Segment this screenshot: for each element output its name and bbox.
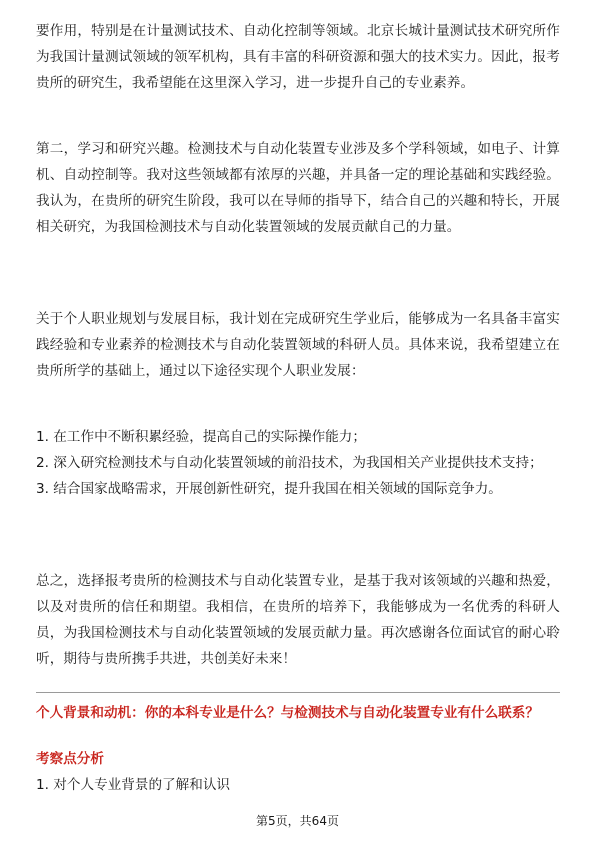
list-item: 3. 结合国家战略需求，开展创新性研究，提升我国在相关领域的国际竞争力。 [36,481,502,497]
paragraph-intro-continued: 要作用，特别是在计量测试技术、自动化控制等领域。北京长城计量测试技术研究所作为我国计量测试领域的领军机构，具有丰富的科研资源和强大的技术实力。因此，报考贵所的研究生，我希望能在这里深入学习，进一步提升自己的专业素养。 [36,23,560,91]
paragraph-career-plan: 关于个人职业规划与发展目标，我计划在完成研究生学业后，能够成为一名具备丰富实践经验和专业素养的检测技术与自动化装置领域的科研人员。具体来说，我希望建立在贵所所学的基础上，通过以下途径实现个人职业发展： [36,311,560,379]
list-item: 2. 深入研究检测技术与自动化装置领域的前沿技术，为我国相关产业提供技术支持； [36,455,543,471]
paragraph-second-reason: 第二，学习和研究兴趣。检测技术与自动化装置专业涉及多个学科领域，如电子、计算机、自动控制等。我对这些领域都有浓厚的兴趣，并具备一定的理论基础和实践经验。我认为，在贵所的研究生阶段，我可以在导师的指导下，结合自己的兴趣和特长，开展相关研究，为我国检测技术与自动化装置领域的发展贡献自己的力量。 [36,141,560,235]
analysis-point: 1. 对个人专业背景的了解和认识 [36,777,231,793]
paragraph-conclusion: 总之，选择报考贵所的检测技术与自动化装置专业，是基于我对该领域的兴趣和热爱，以及对贵所的信任和期望。我相信，在贵所的培养下，我能够成为一名优秀的科研人员，为我国检测技术与自动化装置领域的发展贡献力量。再次感谢各位面试官的耐心聆听，期待与贵所携手共进，共创美好未来！ [36,573,560,667]
analysis-title: 考察点分析 [36,751,104,767]
question-heading: 个人背景和动机：你的本科专业是什么？与检测技术与自动化装置专业有什么联系？ [36,705,539,721]
page-footer: 第5页，共64页 [256,814,339,828]
career-path-list [36,424,560,502]
list-item: 1. 在工作中不断积累经验，提高自己的实际操作能力； [36,429,366,445]
section-divider [36,692,560,693]
